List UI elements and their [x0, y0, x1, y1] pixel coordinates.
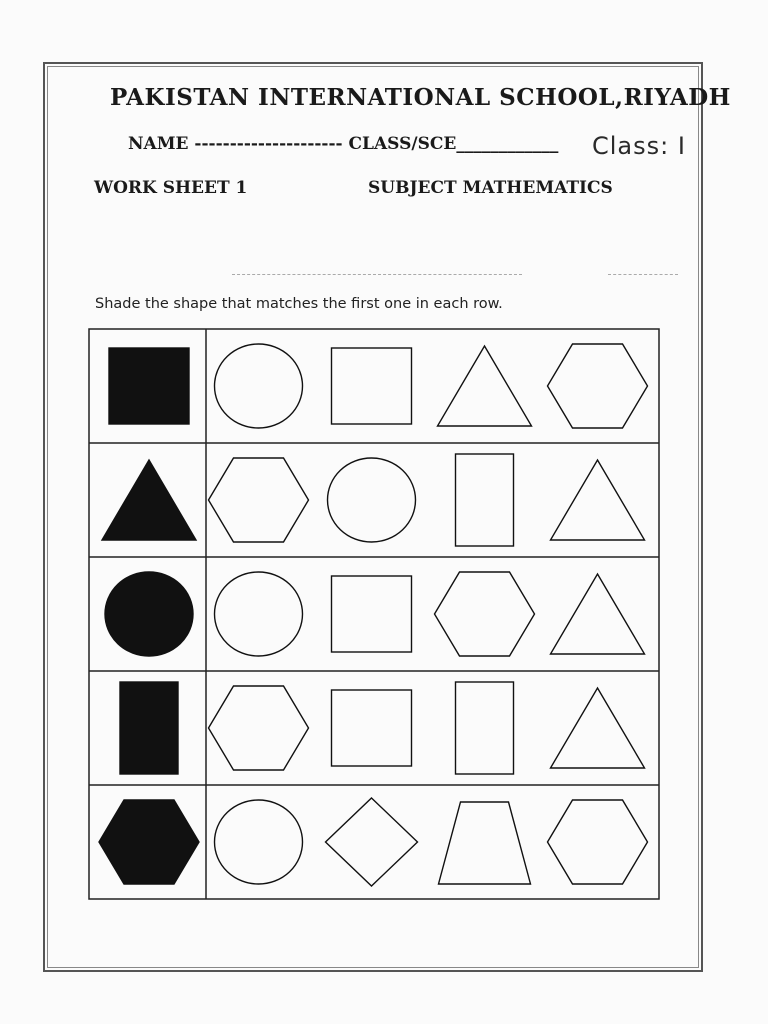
- option-circle[interactable]: [328, 458, 416, 542]
- option-circle[interactable]: [215, 572, 303, 656]
- option-circle[interactable]: [215, 344, 303, 428]
- option-square[interactable]: [332, 348, 412, 424]
- option-circle[interactable]: [215, 800, 303, 884]
- option-hexagon[interactable]: [209, 686, 309, 770]
- subject-label: SUBJECT MATHEMATICS: [368, 178, 613, 198]
- worksheet-label: WORK SHEET 1: [94, 178, 248, 198]
- target-circle: [105, 572, 193, 656]
- option-triangle[interactable]: [551, 574, 645, 654]
- option-rectangle[interactable]: [456, 682, 514, 774]
- option-triangle[interactable]: [551, 688, 645, 768]
- dashed-line: [608, 274, 678, 275]
- school-title: PAKISTAN INTERNATIONAL SCHOOL,RIYADH: [110, 84, 731, 111]
- shapes-table: [88, 328, 660, 900]
- option-hexagon[interactable]: [548, 344, 648, 428]
- target-square: [109, 348, 189, 424]
- option-diamond[interactable]: [326, 798, 418, 886]
- option-square[interactable]: [332, 690, 412, 766]
- target-triangle: [102, 460, 196, 540]
- option-hexagon[interactable]: [209, 458, 309, 542]
- class-handwritten: Class: I: [592, 132, 686, 160]
- option-trapezoid[interactable]: [439, 802, 531, 884]
- target-hexagon: [99, 800, 199, 884]
- option-rectangle[interactable]: [456, 454, 514, 546]
- dashed-line: [232, 274, 522, 275]
- instruction-text: Shade the shape that matches the first one in each row.: [95, 296, 503, 312]
- option-hexagon[interactable]: [548, 800, 648, 884]
- option-triangle[interactable]: [438, 346, 532, 426]
- option-triangle[interactable]: [551, 460, 645, 540]
- option-square[interactable]: [332, 576, 412, 652]
- target-rectangle: [120, 682, 178, 774]
- name-class-line: NAME --------------------- CLASS/SCE____________: [128, 134, 559, 154]
- option-hexagon[interactable]: [435, 572, 535, 656]
